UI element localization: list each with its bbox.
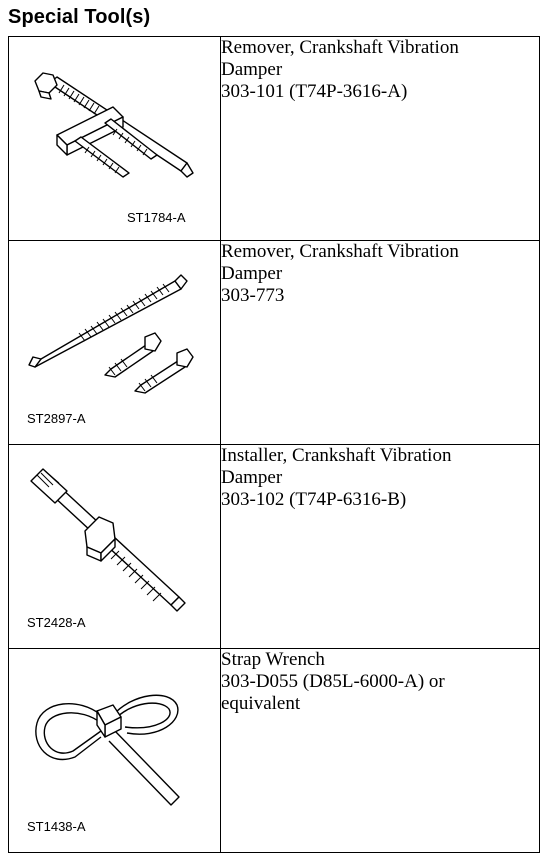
tool-description [221, 649, 540, 853]
tool-row [9, 241, 540, 445]
tool-row [9, 649, 540, 853]
illustration-code: ST2897-A [27, 411, 86, 426]
tool-description [221, 241, 540, 445]
tool-description [221, 445, 540, 649]
tool-name-line: Remover, Crankshaft Vibration [221, 37, 459, 58]
tool-name-line: Damper [221, 467, 283, 488]
tool-name-line: Damper [221, 59, 283, 80]
tool-row [9, 37, 540, 241]
tool-name-line: Strap Wrench [221, 649, 325, 670]
tool-illustration-cell [9, 649, 221, 853]
tool-illustration-cell [9, 37, 221, 241]
tool-description [221, 37, 540, 241]
crankshaft-damper-remover-icon [9, 37, 220, 240]
tool-number-line: 303-D055 (D85L-6000-A) or [221, 671, 445, 692]
special-tools-table [8, 36, 540, 853]
tool-number-line: equivalent [221, 693, 301, 714]
tool-illustration-cell [9, 445, 221, 649]
tool-row [9, 445, 540, 649]
tool-name-line: Damper [221, 263, 283, 284]
tool-number-line: 303-101 (T74P-3616-A) [221, 81, 408, 102]
tool-name-line: Installer, Crankshaft Vibration [221, 445, 452, 466]
tool-name-line: Remover, Crankshaft Vibration [221, 241, 459, 262]
illustration-code: ST2428-A [27, 615, 86, 630]
page-title: Special Tool(s) [8, 6, 151, 28]
illustration-code: ST1784-A [127, 210, 186, 225]
tool-number-line: 303-102 (T74P-6316-B) [221, 489, 407, 510]
tool-number-line: 303-773 [221, 285, 285, 306]
tool-illustration-cell [9, 241, 221, 445]
illustration-code: ST1438-A [27, 819, 86, 834]
